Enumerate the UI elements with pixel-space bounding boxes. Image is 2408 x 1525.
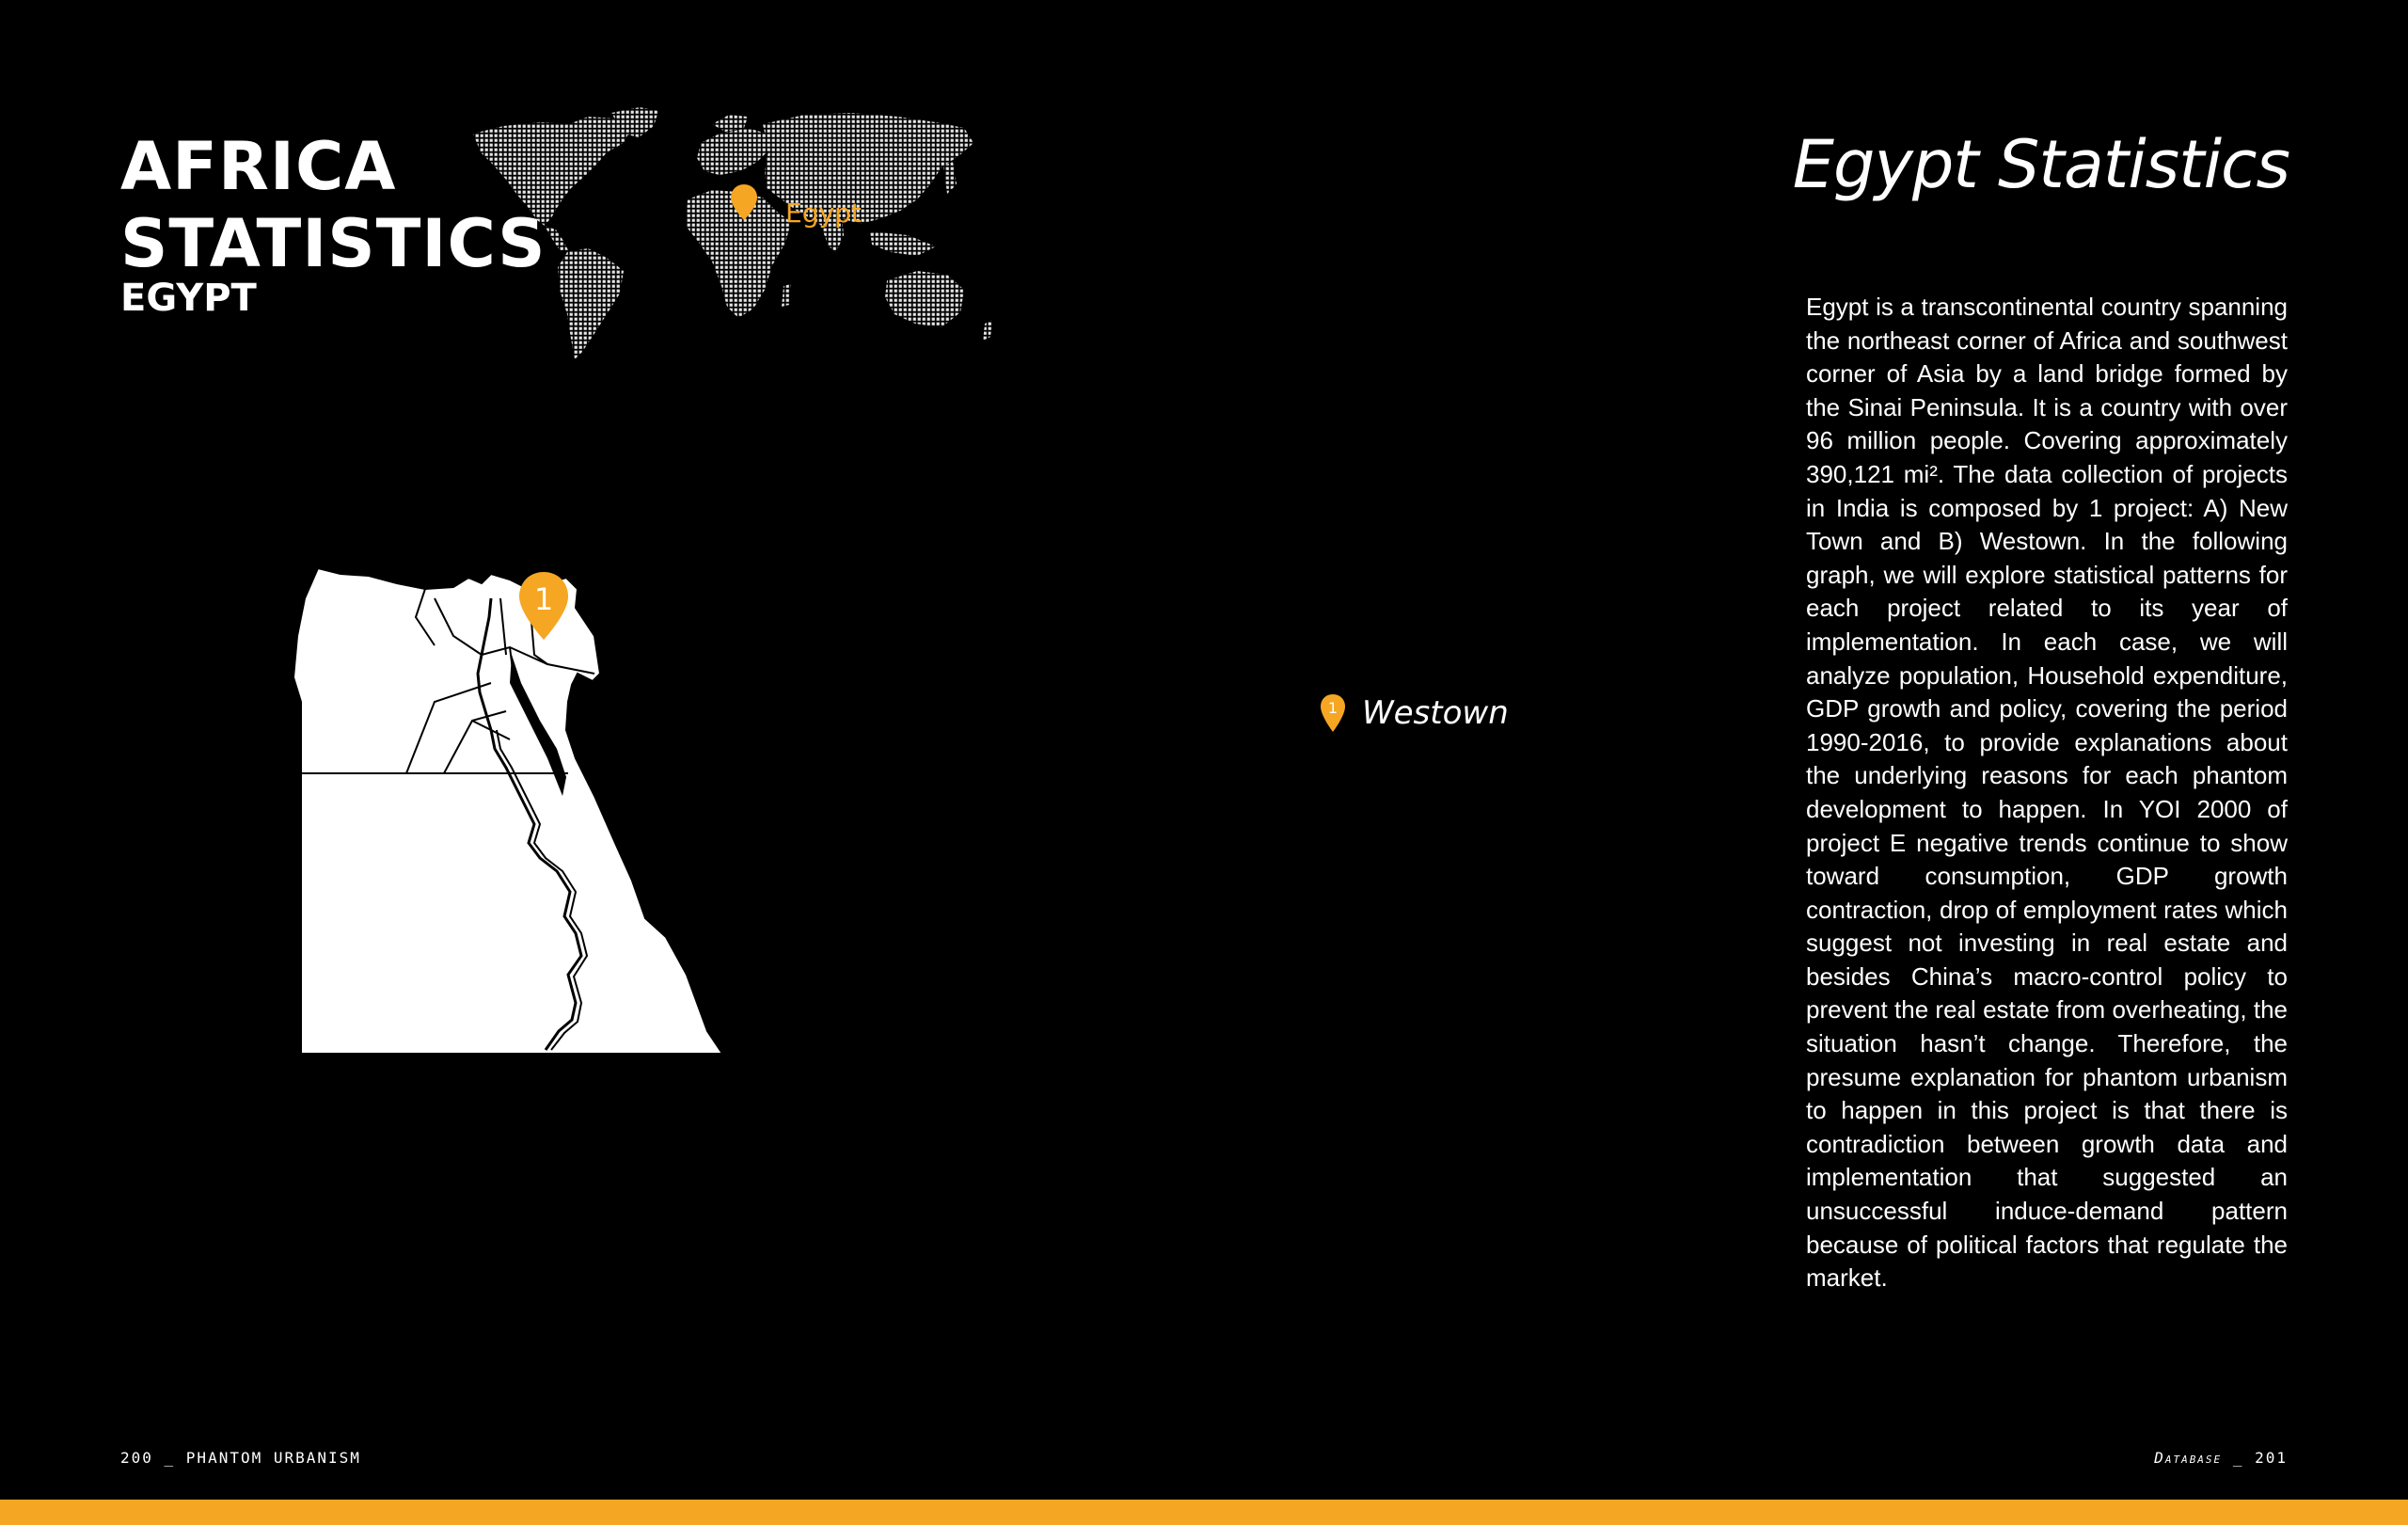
egypt-map-marker-number: 1 [533,581,554,617]
egypt-statistics-heading: Egypt Statistics [1792,126,2289,203]
footer-page-number: _ 201 [2232,1449,2288,1467]
egypt-description: Egypt is a transcontinental country spanning the northeast corner of Africa and southwest corner of Asia by a land bridge formed by the Sinai Peninsula. It is a country with over 96 million people. Covering approximately 390,121 mi². The data collection of projects in India is composed by 1 project: A) New Town and B) Westown. In the following graph, we will explore statistical patterns for each project related to its year of implementation. In each case, we will analyze population, Household expenditure, GDP growth and policy, covering the period 1990-2016, to provide explanations about the underlying reasons for each phantom development to happen. In YOI 2000 of project E negative trends continue to show toward consumption, GDP growth contraction, drop of employment rates which suggest not investing in real estate and besides China’s macro-control policy to prevent the real estate from overheating, the situation hasn’t change. Therefore, the presume explanation for phantom urbanism to happen in this project is that there is contradiction between growth data and implementation that suggested an unsuccessful induce-demand pattern because of political factors that regulate the market. [1806,293,2288,1293]
footer-right-page [2154,1449,2288,1467]
world-dot-map [466,105,1011,378]
title-statistics: STATISTICS [120,205,547,282]
footer-left-page: 200 _ PHANTOM URBANISM [120,1449,361,1467]
bottom-accent-bar [0,1500,2408,1525]
title-africa: AFRICA [120,128,397,205]
westown-label: Westown [1362,694,1509,732]
westown-pin-icon [1319,692,1347,734]
world-map-marker-label: Egypt [785,198,862,229]
westown-pin-number: 1 [1327,699,1339,717]
title-country: EGYPT [120,277,257,320]
footer-section: Database [2154,1449,2223,1467]
westown-legend [1319,692,1509,734]
egypt-map [293,561,760,1057]
